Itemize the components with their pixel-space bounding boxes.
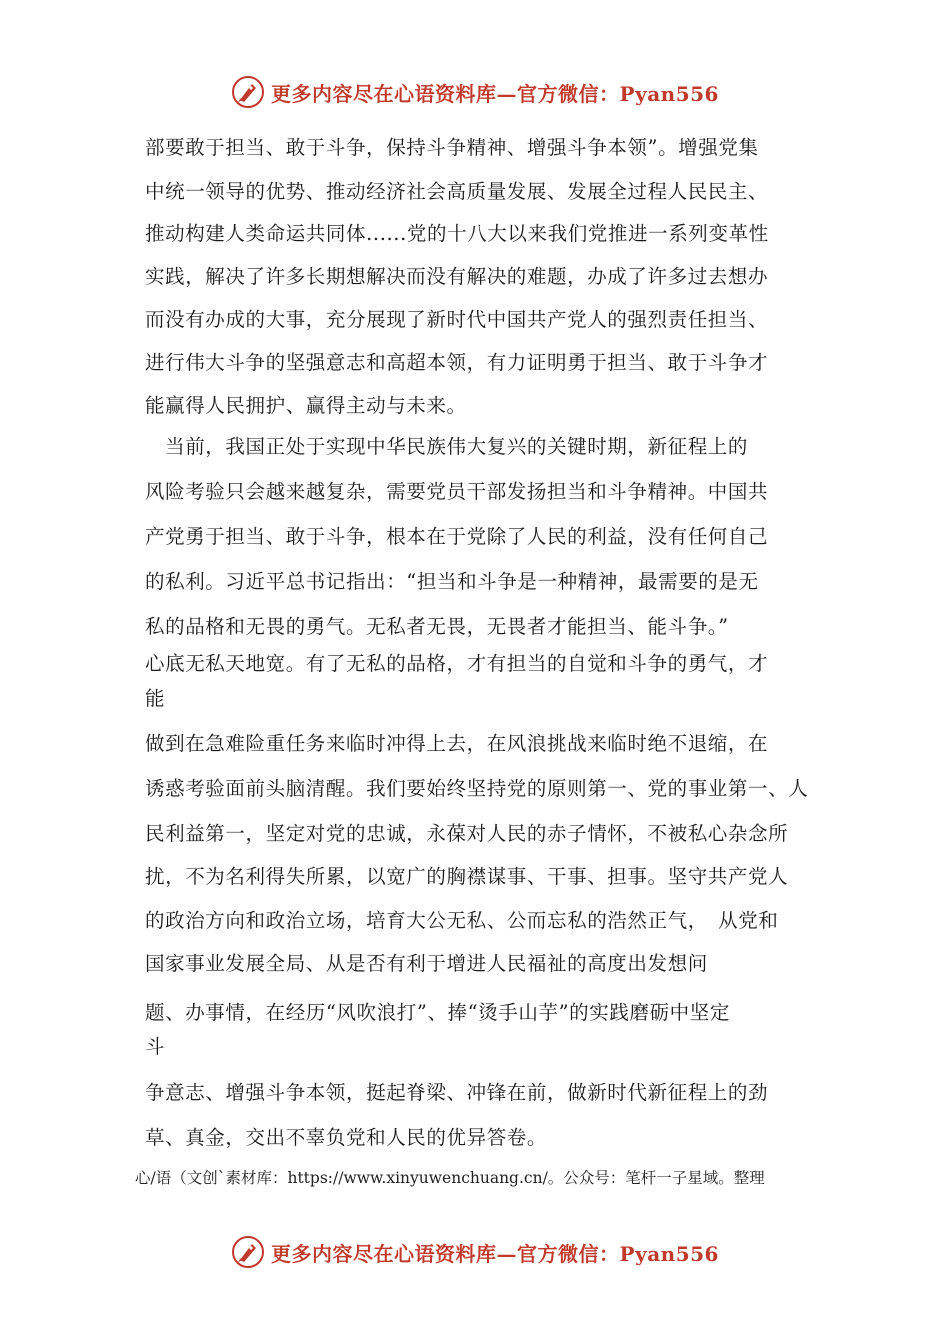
body-line: 国家事业发展全局、从是否有利于增进人民福祉的高度出发想问: [145, 952, 708, 975]
body-line: 进行伟大斗争的坚强意志和高超本领，有力证明勇于担当、敢于斗争才: [145, 351, 769, 374]
footer-banner-content: [231, 1235, 719, 1269]
body-line: 草、真金，交出不辜负党和人民的优异答卷。: [145, 1126, 548, 1149]
footer-banner-text: 更多内容尽在心语资料库—官方微信：Pyan556: [271, 1241, 719, 1266]
body-line: 部要敢于担当、敢于斗争，保持斗争精神、增强斗争本领”。增强党集: [145, 136, 759, 159]
body-line: 民利益第一，坚定对党的忠诚，永葆对人民的赤子情怀，不被私心杂念所: [145, 822, 789, 845]
header-banner: [0, 72, 950, 112]
body-line: 的私利。习近平总书记指出：“担当和斗争是一种精神，最需要的是无: [145, 570, 759, 593]
body-line: 扰，不为名利得失所累，以宽广的胸襟谋事、干事、担事。坚守共产党人: [145, 865, 789, 888]
body-line: 推动构建人类命运共同体......党的十八大以来我们党推进一系列变革性: [145, 222, 769, 245]
header-banner-content: [231, 75, 719, 109]
body-line: 的政治方向和政治立场，培育大公无私、公而忘私的浩然正气， 从党和: [145, 909, 779, 932]
source-note: 心/语（文创`素材库：https://www.xinyuwenchuang.cn/。公众号：笔杆一子星域。整理: [135, 1169, 765, 1187]
body-line: 中统一领导的优势、推动经济社会高质量发展、发展全过程人民民主、: [145, 180, 769, 203]
body-line: 当前，我国正处于实现中华民族伟大复兴的关键时期，新征程上的: [145, 435, 749, 458]
body-line: 而没有办成的大事，充分展现了新时代中国共产党人的强烈责任担当、: [145, 308, 769, 331]
footer-banner: [0, 1232, 950, 1272]
body-line: 能: [145, 687, 166, 710]
body-line: 题、办事情，在经历“风吹浪打”、捧“烫手山芋”的实践磨砺中坚定: [145, 1001, 730, 1024]
pen-nib-logo-icon: [231, 75, 265, 109]
body-line: 心底无私天地宽。有了无私的品格，才有担当的自觉和斗争的勇气，才: [145, 652, 769, 675]
body-line: 争意志、增强斗争本领，挺起脊梁、冲锋在前，做新时代新征程上的劲: [145, 1081, 769, 1104]
body-line: 实践，解决了许多长期想解决而没有解决的难题，办成了许多过去想办: [145, 265, 769, 288]
body-line: 做到在急难险重任务来临时冲得上去，在风浪挑战来临时绝不退缩，在: [145, 732, 769, 755]
body-line: 斗: [145, 1035, 166, 1058]
body-line: 诱惑考验面前头脑清醒。我们要始终坚持党的原则第一、党的事业第一、人: [145, 777, 809, 800]
body-line: 产党勇于担当、敢于斗争，根本在于党除了人民的利益，没有任何自己: [145, 525, 769, 548]
body-line: 能赢得人民拥护、赢得主动与未来。: [145, 394, 467, 417]
header-banner-text: 更多内容尽在心语资料库—官方微信：Pyan556: [271, 81, 719, 106]
body-line: 私的品格和无畏的勇气。无私者无畏，无畏者才能担当、能斗争。”: [145, 615, 729, 638]
pen-nib-logo-icon: [231, 1235, 265, 1269]
body-line: 风险考验只会越来越复杂，需要党员干部发扬担当和斗争精神。中国共: [145, 480, 769, 503]
